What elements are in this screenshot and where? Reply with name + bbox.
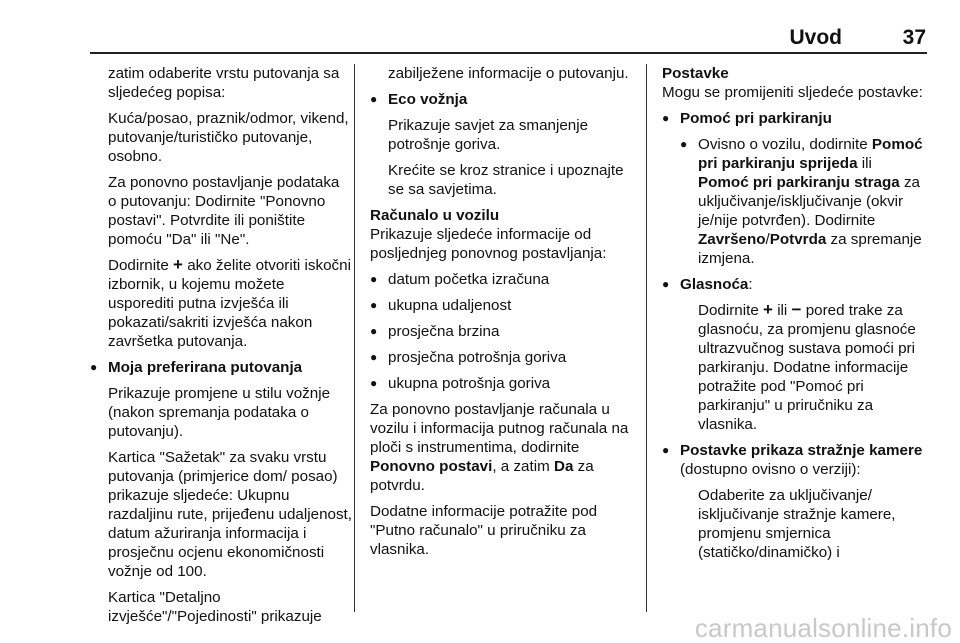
text-paragraph: zabilježene informacije o putovanju. <box>388 65 629 82</box>
list-item: ● ukupna udaljenost <box>370 296 632 315</box>
bullet-item <box>370 90 632 109</box>
text-paragraph: Odaberite za uključivanje/ isključivanje stražnje kamere, promjenu smjernica (statičko/dinamičko) i <box>698 487 896 561</box>
bullet-title: Pomoć pri parkiranju <box>680 110 832 127</box>
text-run: Dodirnite <box>108 257 169 274</box>
sub-bullet-item <box>662 135 924 268</box>
text-paragraph: Prikazuje sljedeće informacije od posljednjeg ponovnog postavljanja: <box>370 226 607 262</box>
text-paragraph: Prikazuje promjene u stilu vožnje (nakon spremanja podataka o putovanju). <box>108 385 331 440</box>
column-3 <box>662 64 924 569</box>
list-item: ● prosječna brzina <box>370 322 632 341</box>
text-paragraph: Kuća/posao, praznik/odmor, vikend, putovanje/turističko putovanje, osobno. <box>108 110 349 165</box>
text-paragraph <box>90 256 352 351</box>
text-paragraph: Prikazuje savjet za smanjenje potrošnje goriva. <box>388 117 589 153</box>
button-reference: Pomoć pri parkiranju sprijeda <box>698 136 923 172</box>
button-reference: Da <box>554 458 574 475</box>
text-paragraph <box>662 301 924 434</box>
button-reference: Ponovno postavi <box>370 458 493 475</box>
text-paragraph: zatim odaberite vrstu putovanja sa sljedećeg popisa: <box>108 65 340 101</box>
bullet-item <box>662 441 924 479</box>
plus-icon: + <box>173 255 183 274</box>
text-paragraph: Kartica "Detaljno izvješće"/"Pojedinosti" prikazuje <box>108 589 322 625</box>
text-run: / <box>765 231 770 248</box>
text-run: ili <box>777 302 788 319</box>
list-item: ● ukupna potrošnja goriva <box>370 374 632 393</box>
text-paragraph: Mogu se promijeniti sljedeće postavke: <box>662 84 923 101</box>
section-heading-text: Računalo u vozilu <box>370 207 500 224</box>
text-paragraph <box>370 400 632 495</box>
section-heading <box>662 64 924 83</box>
bullet-item <box>662 109 924 128</box>
column-1 <box>90 64 352 633</box>
bullet-title: Postavke prikaza stražnje kamere <box>680 442 923 459</box>
list-item: ● datum početka izračuna <box>370 270 632 289</box>
text-run: za potvrdu. <box>370 458 594 494</box>
text-run: Dodirnite <box>698 302 759 319</box>
header-rule <box>90 52 927 54</box>
button-reference: Potvrda <box>769 231 827 248</box>
plus-icon: + <box>763 300 773 319</box>
text-run: za uključivanje/isključivanje (okvir je/nije potvrđen). Dodirnite <box>698 174 920 229</box>
text-paragraph: Dodatne informacije potražite pod "Putno računalo" u priručniku za vlasnika. <box>370 503 598 558</box>
text-run: Za ponovno postavljanje računala u vozilu i informacija putnog računala na ploči s instrumentima, dodirnite <box>370 401 629 456</box>
button-reference: Završeno <box>698 231 766 248</box>
text-run: pored trake za glasnoću, za promjenu glasnoće ultrazvučnog sustava pomoći pri parkiranju. Dodatne informacije potražite pod "Pomoć pri parkiranju" u priručniku za vlasnika. <box>698 302 916 433</box>
text-run: ako želite otvoriti iskočni izbornik, u kojemu možete usporediti putna izvješća ili pokazati/sakriti izvješća nakon završetka putovanja. <box>108 257 351 350</box>
bullet-title: Moja preferirana putovanja <box>108 359 303 376</box>
text-paragraph: Kartica "Sažetak" za svaku vrstu putovanja (primjerice dom/ posao) prikazuje sljedeće: Ukupnu razdaljinu rute, prijeđenu udaljenost, datum ažuriranja informacija i prosječnu ocjenu ekonomičnosti vožnje od 100. <box>108 449 353 580</box>
text-run: , a zatim <box>492 458 550 475</box>
button-reference: Pomoć pri parkiranju straga <box>698 174 900 191</box>
text-run: (dostupno ovisno o verziji): <box>680 461 861 478</box>
column-divider <box>646 64 647 612</box>
bullet-item <box>90 358 352 377</box>
text-run: za spremanje izmjena. <box>698 231 922 267</box>
text-paragraph: Za ponovno postavljanje podataka o putovanju: Dodirnite "Ponovno postavi". Potvrdite ili poništite pomoću "Da" ili "Ne". <box>108 174 340 248</box>
text-run: : <box>748 276 753 293</box>
section-heading <box>370 206 632 225</box>
text-run: ili <box>861 155 872 172</box>
text-paragraph: Krećite se kroz stranice i upoznajte se sa savjetima. <box>388 162 624 198</box>
page-header <box>0 0 960 56</box>
bullet-title: Glasnoća <box>680 276 749 293</box>
section-title: Uvod <box>789 26 842 49</box>
column-divider <box>354 64 355 612</box>
page-number: 37 <box>902 26 926 49</box>
bullet-title: Eco vožnja <box>388 91 468 108</box>
column-2 <box>370 64 632 566</box>
section-heading-text: Postavke <box>662 65 729 82</box>
watermark: carmanualsonline.info <box>694 613 952 643</box>
text-run: Ovisno o vozilu, dodirnite <box>698 136 868 153</box>
list-item: ● prosječna potrošnja goriva <box>370 348 632 367</box>
minus-icon: − <box>791 300 802 319</box>
bullet-item <box>662 275 924 294</box>
